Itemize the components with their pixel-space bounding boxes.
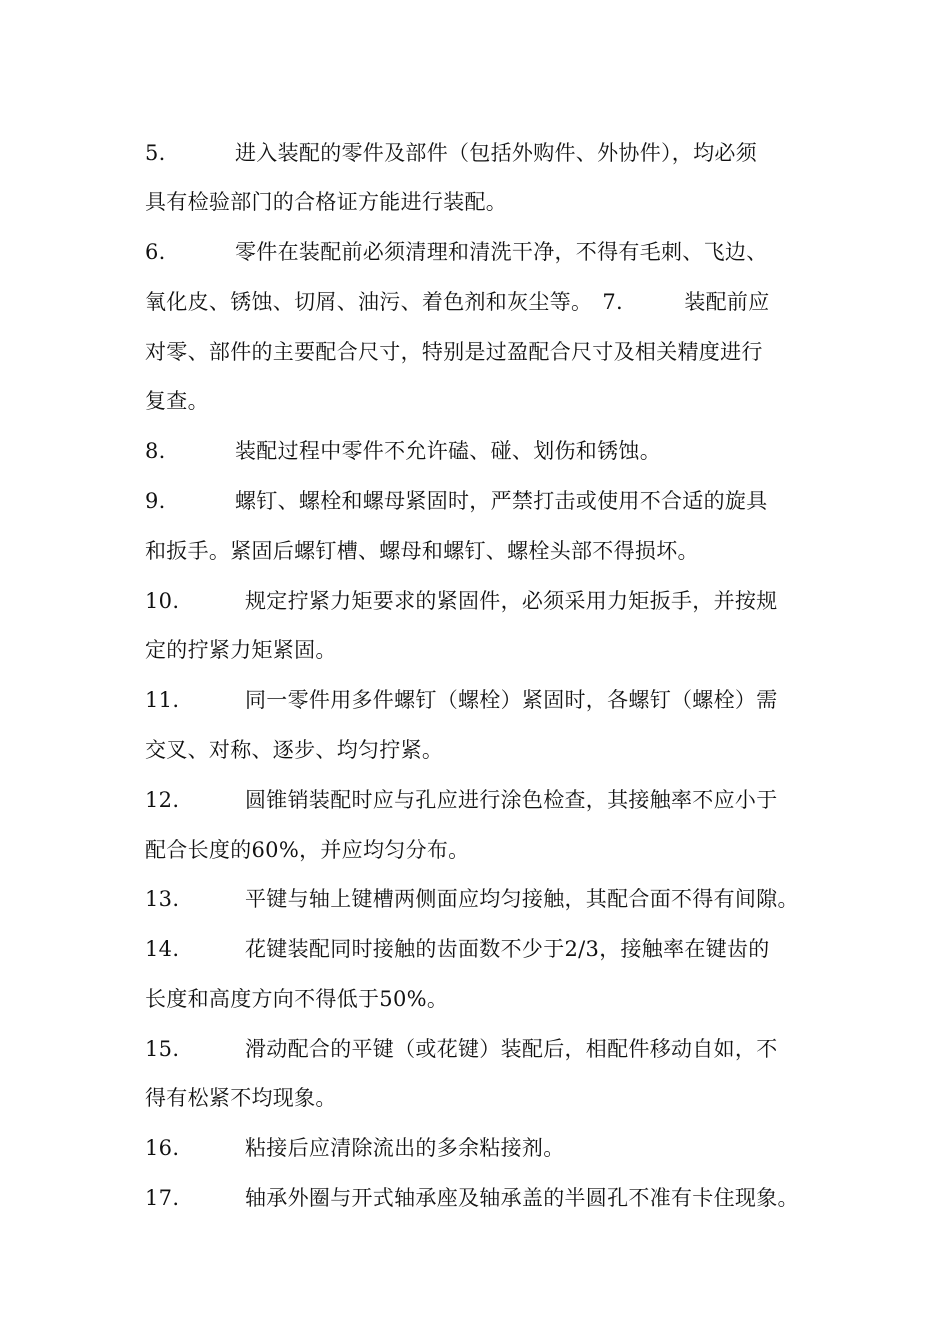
item-number: 9. (145, 489, 166, 513)
item-number: 7. (602, 290, 623, 314)
item-6-line-1 (145, 238, 825, 266)
item-text: 和扳手。紧固后螺钉槽、螺母和螺钉、螺栓头部不得损坏。 (145, 539, 699, 563)
item-text: 得有松紧不均现象。 (145, 1086, 337, 1110)
item-number: 14. (145, 937, 180, 961)
item-text: 圆锥销装配时应与孔应进行涂色检查，其接触率不应小于 (245, 788, 778, 812)
item-number: 10. (145, 589, 180, 613)
item-number: 13. (145, 887, 180, 911)
item-text: 氧化皮、锈蚀、切屑、油污、着色剂和灰尘等。 (145, 290, 593, 314)
item-14-line-2 (145, 985, 825, 1013)
item-number: 15. (145, 1037, 180, 1061)
item-text: 零件在装配前必须清理和清洗干净，不得有毛刺、飞边、 (235, 240, 768, 264)
item-6-line-2 (145, 288, 825, 316)
item-17-line-1 (145, 1184, 825, 1212)
item-5-line-2 (145, 188, 825, 216)
item-5-line-1 (145, 139, 825, 167)
item-text: 复查。 (145, 389, 209, 413)
item-12-line-1 (145, 786, 825, 814)
item-15-line-2 (145, 1084, 825, 1112)
item-text: 配合长度的60%，并应均匀分布。 (145, 838, 470, 862)
item-text: 轴承外圈与开式轴承座及轴承盖的半圆孔不准有卡住现象。 (245, 1186, 799, 1210)
item-number: 17. (145, 1186, 180, 1210)
item-9-line-1 (145, 487, 825, 515)
item-8-line-1 (145, 437, 825, 465)
item-7-line-2 (145, 338, 825, 366)
item-text: 定的拧紧力矩紧固。 (145, 638, 337, 662)
item-number: 5. (145, 141, 166, 165)
item-text: 装配前应 (684, 290, 770, 314)
item-10-line-1 (145, 587, 825, 615)
item-text: 长度和高度方向不得低于50%。 (145, 987, 449, 1011)
item-text: 具有检验部门的合格证方能进行装配。 (145, 190, 508, 214)
item-9-line-2 (145, 537, 825, 565)
item-text: 规定拧紧力矩要求的紧固件，必须采用力矩扳手，并按规 (245, 589, 778, 613)
item-text: 交叉、对称、逐步、均匀拧紧。 (145, 738, 444, 762)
item-text: 对零、部件的主要配合尺寸，特别是过盈配合尺寸及相关精度进行 (145, 340, 763, 364)
item-text: 装配过程中零件不允许磕、碰、划伤和锈蚀。 (235, 439, 661, 463)
item-number: 12. (145, 788, 180, 812)
item-7-line-3 (145, 387, 825, 415)
item-number: 16. (145, 1136, 180, 1160)
item-text: 花键装配同时接触的齿面数不少于2/3，接触率在键齿的 (245, 937, 770, 961)
item-16-line-1 (145, 1134, 825, 1162)
item-text: 进入装配的零件及部件（包括外购件、外协件），均必须 (235, 141, 757, 165)
item-15-line-1 (145, 1035, 825, 1063)
item-text: 平键与轴上键槽两侧面应均匀接触，其配合面不得有间隙。 (245, 887, 799, 911)
item-text: 粘接后应清除流出的多余粘接剂。 (245, 1136, 565, 1160)
item-13-line-1 (145, 885, 825, 913)
item-11-line-1 (145, 686, 825, 714)
item-14-line-1 (145, 935, 825, 963)
item-number: 8. (145, 439, 166, 463)
item-12-line-2 (145, 836, 825, 864)
item-text: 同一零件用多件螺钉（螺栓）紧固时，各螺钉（螺栓）需 (245, 688, 778, 712)
item-text: 螺钉、螺栓和螺母紧固时，严禁打击或使用不合适的旋具 (235, 489, 768, 513)
item-11-line-2 (145, 736, 825, 764)
item-10-line-2 (145, 636, 825, 664)
item-number: 11. (145, 688, 180, 712)
item-number: 6. (145, 240, 166, 264)
item-text: 滑动配合的平键（或花键）装配后，相配件移动自如，不 (245, 1037, 778, 1061)
